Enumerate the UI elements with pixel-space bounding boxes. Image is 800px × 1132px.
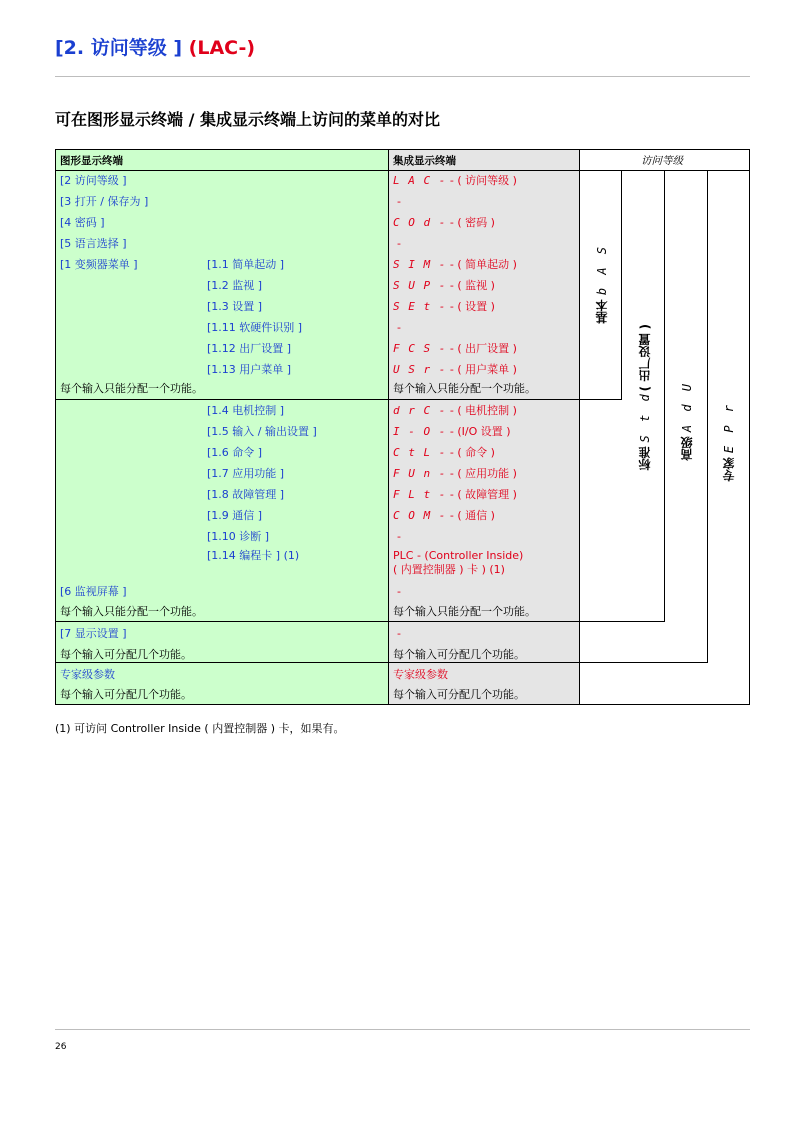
menu-desc: 每个输入只能分配一个功能。 [393, 382, 536, 395]
menu-desc: ( 出厂设置 ) [457, 342, 517, 355]
table-right-border [749, 149, 750, 705]
menu-desc: 每个输入可分配几个功能。 [393, 688, 525, 701]
graphic-submenu-item: [1.4 电机控制 ] [207, 404, 285, 417]
menu-desc: ( 监视 ) [457, 279, 495, 292]
segment-code: S U P - [393, 279, 447, 292]
graphic-submenu-item: [1.14 编程卡 ] (1) [207, 549, 300, 562]
header-access: 访问等级 [641, 155, 683, 167]
graphic-menu-item: [6 监视屏幕 ] [60, 585, 127, 598]
level-std-right [664, 170, 665, 622]
menu-desc: ( 访问等级 ) [457, 174, 517, 187]
segment-code: C O d - [393, 216, 447, 229]
integrated-menu-item: I - O - - (I/O 设置 ) [393, 425, 511, 438]
level-adv-right [707, 170, 708, 663]
note-text: 每个输入可分配几个功能。 [60, 648, 192, 661]
table-bottom-border [55, 704, 750, 705]
menu-desc: ( 电机控制 ) [457, 404, 517, 417]
menu-desc: - [397, 195, 401, 208]
menu-desc: ( 用户菜单 ) [457, 363, 517, 376]
menu-desc: - [397, 585, 401, 598]
graphic-submenu-item: [1.2 监视 ] [207, 279, 263, 292]
menu-desc: - [397, 237, 401, 250]
graphic-submenu-item: [1.3 设置 ] [207, 300, 263, 313]
integrated-menu-item: F C S - - ( 出厂设置 ) [393, 342, 517, 355]
integrated-menu-item: C t L - - ( 命令 ) [393, 446, 495, 459]
note-text [393, 382, 536, 396]
level-expert-label: 专家 E P r [722, 402, 736, 482]
integrated-menu-item [397, 195, 401, 209]
header-graphic: 图形显示终端 [60, 155, 123, 167]
integrated-menu-item: C O d - - ( 密码 ) [393, 216, 495, 229]
note-text [393, 688, 525, 702]
menu-desc: (I/O 设置 ) [457, 425, 511, 438]
menu-desc-line2: ( 内置控制器 ) 卡 ) (1) [393, 563, 505, 576]
segment-code: C O M - [393, 509, 447, 522]
menu-desc: PLC - (Controller Inside) [393, 549, 524, 562]
note-text [393, 605, 536, 619]
segment-code: U S r - [393, 363, 447, 376]
menu-desc: ( 应用功能 ) [457, 467, 517, 480]
header-integrated: 集成显示终端 [393, 155, 456, 167]
graphic-submenu-item: [1.7 应用功能 ] [207, 467, 285, 480]
note-text: 每个输入只能分配一个功能。 [60, 605, 203, 618]
note-text: 每个输入可分配几个功能。 [60, 688, 192, 701]
segment-code: F C S - [393, 342, 447, 355]
integrated-menu-item: S I M - - ( 简单起动 ) [393, 258, 517, 271]
group1-border [55, 399, 621, 400]
graphic-submenu-item: [1.13 用户菜单 ] [207, 363, 292, 376]
integrated-menu-item: F L t - - ( 故障管理 ) [393, 488, 517, 501]
graphic-menu-item: [7 显示设置 ] [60, 627, 127, 640]
menu-desc: ( 密码 ) [457, 216, 495, 229]
integrated-menu-item [393, 549, 523, 577]
segment-code: S E t - [393, 300, 447, 313]
menu-desc: ( 命令 ) [457, 446, 495, 459]
bottom-divider [55, 1029, 750, 1030]
level-adv-top [664, 170, 708, 171]
menu-desc: ( 故障管理 ) [457, 488, 517, 501]
group2-border [55, 621, 664, 622]
title-code: (LAC-) [188, 37, 256, 59]
integrated-menu-item [397, 321, 401, 335]
footnote: (1) 可访问 Controller Inside ( 内置控制器 ) 卡，如果有。 [55, 722, 345, 735]
integrated-menu-item: F U n - - ( 应用功能 ) [393, 467, 517, 480]
graphic-menu-item: [5 语言选择 ] [60, 237, 127, 250]
menu-desc: ( 通信 ) [457, 509, 495, 522]
table-left-border [55, 149, 56, 705]
segment-code: L A C - [393, 174, 447, 187]
note-text [393, 648, 525, 662]
menu-comparison-table [55, 149, 750, 705]
group3-border [55, 662, 707, 663]
segment-code: F L t - [393, 488, 447, 501]
graphic-menu-item: [3 打开 / 保存为 ] [60, 195, 149, 208]
level-basic-right [621, 170, 622, 400]
menu-desc: 专家级参数 [393, 668, 448, 681]
segment-code: I - O - [393, 425, 447, 438]
segment-code: F U n - [393, 467, 447, 480]
graphic-submenu-item: [1.8 故障管理 ] [207, 488, 285, 501]
integrated-menu-item: L A C - - ( 访问等级 ) [393, 174, 517, 187]
integrated-menu-item [397, 627, 401, 641]
top-divider [55, 76, 750, 77]
segment-code: C t L - [393, 446, 447, 459]
level-advanced-label: 高级 A d U [680, 381, 694, 461]
integrated-menu-item: S E t - - ( 设置 ) [393, 300, 495, 313]
graphic-submenu-item: [1.5 输入 / 输出设置 ] [207, 425, 317, 438]
graphic-submenu-item: [1.11 软硬件识别 ] [207, 321, 303, 334]
integrated-menu-item [397, 237, 401, 251]
integrated-menu-item: C O M - - ( 通信 ) [393, 509, 495, 522]
section-title: 可在图形显示终端 / 集成显示终端上访问的菜单的对比 [55, 110, 440, 129]
segment-code: S I M - [393, 258, 447, 271]
graphic-menu-item: [2 访问等级 ] [60, 174, 127, 187]
note-text: 每个输入只能分配一个功能。 [60, 382, 203, 395]
integrated-menu-item: U S r - - ( 用户菜单 ) [393, 363, 517, 376]
menu-desc: - [397, 321, 401, 334]
column-divider-1 [388, 149, 389, 705]
title-prefix: [2. 访问等级 ] [55, 37, 183, 59]
level-basic-label: 基本 b A S [595, 244, 609, 324]
menu-desc: - [397, 530, 401, 543]
graphic-submenu-item: [1.6 命令 ] [207, 446, 263, 459]
integrated-menu-item: d r C - - ( 电机控制 ) [393, 404, 517, 417]
menu-desc: 每个输入只能分配一个功能。 [393, 605, 536, 618]
level-std-top [621, 170, 665, 171]
graphic-menu-item: [4 密码 ] [60, 216, 105, 229]
menu-desc: 每个输入可分配几个功能。 [393, 648, 525, 661]
page-number: 26 [55, 1042, 67, 1052]
table-top-border [55, 149, 750, 150]
level-standard-label: 标准 S t d( 出厂设置 ) [638, 324, 652, 471]
integrated-menu-item [393, 668, 448, 682]
menu-desc: - [397, 627, 401, 640]
page-title [55, 33, 255, 60]
integrated-menu-item [397, 585, 401, 599]
segment-code: d r C - [393, 404, 447, 417]
integrated-menu-item [397, 530, 401, 544]
integrated-menu-item: S U P - - ( 监视 ) [393, 279, 495, 292]
graphic-submenu-item: [1.10 诊断 ] [207, 530, 270, 543]
graphic-submenu-item: [1.9 通信 ] [207, 509, 263, 522]
menu-desc: ( 设置 ) [457, 300, 495, 313]
column-divider-2 [579, 149, 580, 705]
graphic-menu-item: [1 变频器菜单 ] [60, 258, 138, 271]
graphic-submenu-item: [1.1 简单起动 ] [207, 258, 285, 271]
graphic-menu-item: 专家级参数 [60, 668, 115, 681]
menu-desc: ( 简单起动 ) [457, 258, 517, 271]
graphic-submenu-item: [1.12 出厂设置 ] [207, 342, 292, 355]
